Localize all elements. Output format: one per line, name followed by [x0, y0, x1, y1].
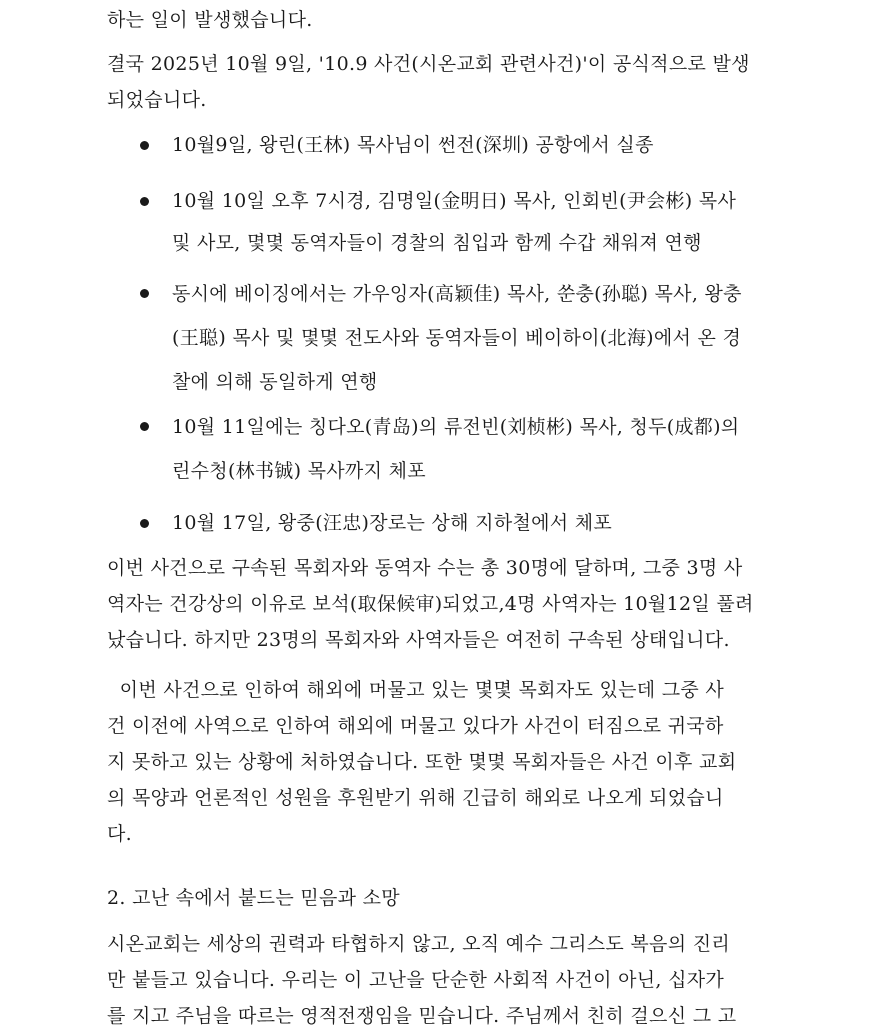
arrest-paragraph: 이번 사건으로 구속된 목회자와 동역자 수는 총 30명에 달하며, 그중 3명 사 역자는 건강상의 이유로 보석(取保候审)되었고,4명 사역자는 10월12일 풀려 났습니다. 하지만 23명의 목회자와 사역자들은 여전히 구속된 상태입니다. [107, 557, 754, 651]
intro-fragment: 하는 일이 발생했습니다. [107, 9, 313, 31]
event-line: 결국 2025년 10월 9일, '10.9 사건(시온교회 관련사건)'이 공식적으로 발생 [107, 53, 750, 75]
document-page: 하는 일이 발생했습니다. 결국 2025년 10월 9일, '10.9 사건(시온교회 관련사건)'이 공식적으로 발생 되었습니다. 10월9일, 왕린(王林) 목사님이 썬전(深圳) 공항에서 실종 10월 10일 오후 7시경, 김명일(金明日) 목사, 인회빈(尹会彬) 목사 및 사모, 몇몇 동역자들이 경찰의 침입과 함께 수갑 채워져 연행 동시에 베이징에서는 가우잉자(高颖佳) 목사, 쑨충(孙聪) 목사, 왕충 (王聪) 목사 및 몇몇 전도사와 동역자들이 베이하이(北海)에서 온 경 찰에 의해 동일하게 연행 10월 11일에는 칭다오(青岛)의 류전빈(刘桢彬) 목사, 청두(成都)의 린수청(林书铖) 목사까지 체포 10월 17일, 왕중(汪忠)장로는 상해 지하철에서 체포 이번 사건으로 구속된 목회자와 동역자 수는 총 30명에 달하며, 그중 3명 사 역자는 건강상의 이유로 보석(取保候审)되었고,4명 사역자는 10월12일 풀려 났습니다. 하지만 23명의 목회자와 사역자들은 여전히 구속된 상태입니다. 이번 사건으로 인하여 해외에 머물고 있는 몇몇 목회자도 있는데 그중 사 건 이전에 사역으로 인하여 해외에 머물고 있다가 사건이 터짐으로 귀국하 지 못하고 있는 상황에 처하였습니다. 또한 몇몇 목회자들은 사건 이후 교회 의 목양과 언론적인 성원을 후원받기 위해 긴급히 해외로 나오게 되었습니 다. 2. 고난 속에서 붙드는 믿음과 소망 시온교회는 세상의 권력과 타협하지 않고, 오직 예수 그리스도 복음의 진리 만 붙들고 있습니다. 우리는 이 고난을 단순한 사회적 사건이 아닌, 십자가 를 지고 주님을 따르는 영적전쟁임을 믿습니다. 주님께서 친히 걸으신 그 고 [0, 0, 893, 1024]
bullet-dot-icon [140, 197, 149, 206]
section-heading: 2. 고난 속에서 붙드는 믿음과 소망 [107, 887, 400, 909]
faith-paragraph: 시온교회는 세상의 권력과 타협하지 않고, 오직 예수 그리스도 복음의 진리 만 붙들고 있습니다. 우리는 이 고난을 단순한 사회적 사건이 아닌, 십자가 를 지고 주님을 따르는 영적전쟁임을 믿습니다. 주님께서 친히 걸으신 그 고 [107, 933, 737, 1027]
bullet-dot-icon [140, 141, 149, 150]
overseas-paragraph: 이번 사건으로 인하여 해외에 머물고 있는 몇몇 목회자도 있는데 그중 사 건 이전에 사역으로 인하여 해외에 머물고 있다가 사건이 터짐으로 귀국하 지 못하고 있는 상황에 처하였습니다. 또한 몇몇 목회자들은 사건 이후 교회 의 목양과 언론적인 성원을 후원받기 위해 긴급히 해외로 나오게 되었습니 다. [107, 679, 737, 845]
bullet-dot-icon [140, 519, 149, 528]
event-paragraph [107, 46, 797, 118]
bullet-dot-icon [140, 422, 149, 431]
bullet-dot-icon [140, 289, 149, 298]
event-line: 되었습니다. [107, 89, 207, 111]
